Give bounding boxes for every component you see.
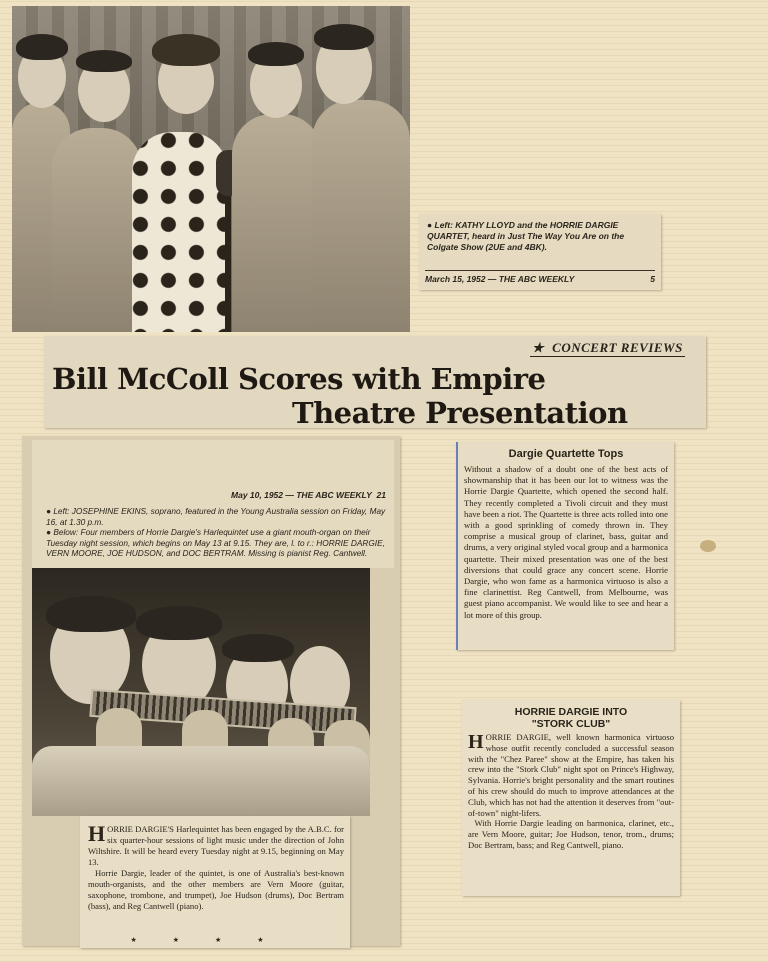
stork-club-clipping bbox=[462, 700, 680, 896]
man-hair-2 bbox=[76, 50, 132, 72]
stork-club-paragraph-2: With Horrie Dargie leading on harmonica, clarinet, etc., are Vern Moore, guitar; Joe Hudson, tenor, trom., drums; Doc Bertram, bass; and Reg Cantwell, piano. bbox=[468, 818, 675, 850]
paper-stain bbox=[700, 540, 716, 552]
review-body: Without a shadow of a doubt one of the best acts of showmanship that it has been our lot to witness was the Horrie Dargie Quartette, which opened the second half. They recently completed a Tivoli circuit and they must have been a riot. The Quartette is three acts rolled into one with a good sprinkling of comedy thrown in. They comprise a musical group of clarinet, bass, guitar and drums, a very original styled vocal group and a harmonica quartette. Their mixed presentation was one of the best diversions that could grace any concert scene. Horrie Dargie, who won fame as a harmonica virtuoso is also a fine clarinettist. Reg Cantwell, from Melbourne, was guest piano accompanist. We would like to see and hear a lot more of this group. bbox=[464, 464, 668, 620]
caption-date: March 15, 1952 — THE ABC WEEKLY bbox=[425, 274, 575, 284]
caption-page-number: 5 bbox=[650, 274, 655, 284]
section-label-text: CONCERT REVIEWS bbox=[552, 340, 683, 355]
quartet-photo bbox=[12, 6, 410, 332]
stork-club-title-line-1: HORRIE DARGIE INTO bbox=[514, 706, 628, 718]
drop-cap: H bbox=[468, 731, 484, 753]
headline-line-2: Theatre Presentation bbox=[292, 396, 628, 430]
harmonica-photo bbox=[32, 568, 370, 816]
woman-hair bbox=[152, 34, 220, 66]
man-figure-2 bbox=[52, 128, 142, 332]
caption-footer bbox=[425, 274, 655, 285]
section-label bbox=[530, 340, 685, 357]
stork-club-body bbox=[468, 732, 674, 851]
star-row-icons: ★★★★ bbox=[130, 937, 300, 944]
caption-page-number: 21 bbox=[376, 490, 386, 500]
shirts bbox=[32, 746, 370, 816]
man-figure-4 bbox=[312, 100, 410, 332]
review-title: Dargie Quartette Tops bbox=[508, 448, 624, 460]
man-figure-3 bbox=[232, 114, 322, 332]
man-hair-4 bbox=[314, 24, 374, 50]
harlequintet-caption bbox=[32, 440, 394, 568]
caption-item-below: ● Below: Four members of Horrie Dargie's Harlequintet use a giant mouth-organ on their Tuesday night session, which begins on May 13 at 9.15. They are, l. to r.: HORRIE DARGIE, VERN MOORE, JOE HUDSON, and DOC BERTRAM. Missing is pianist Reg. Cantwell. bbox=[46, 527, 385, 558]
top-photo-caption bbox=[419, 214, 661, 290]
caption-item-left: ● Left: JOSEPHINE EKINS, soprano, featured in the Young Australia session on Friday, May 16, at 1.30 p.m. bbox=[46, 506, 386, 527]
stork-club-title bbox=[462, 706, 680, 730]
caption-date-line bbox=[231, 490, 386, 500]
dargie-review-clipping bbox=[456, 442, 674, 650]
player-hair-1 bbox=[46, 596, 136, 632]
man-hair-1 bbox=[16, 34, 68, 60]
drop-cap: H bbox=[88, 821, 106, 846]
player-hair-3 bbox=[222, 634, 294, 662]
stork-club-paragraph-1: ORRIE DARGIE, well known harmonica virtuoso whose outfit recently concluded a successful season with the "Chez Paree" show at the Empire, has taken his crew into the "Stork Club" night spot on Prince's Highway, Sylvania. Horrie's bright personality and the smart routines of his crew should do much to improve attendances at the Club, which has not had the attention it deserves from "out-of-town" night-lifers. bbox=[468, 732, 674, 818]
article-body bbox=[88, 821, 344, 912]
caption-text: ● Left: KATHY LLOYD and the HORRIE DARGIE QUARTET, heard in Just The Way You Are on the Colgate Show (2UE and 4BK). bbox=[427, 220, 625, 252]
man-hair-3 bbox=[248, 42, 304, 66]
star-icon: ★ bbox=[532, 340, 545, 355]
article-paragraph-1: ORRIE DARGIE'S Harlequintet has been engaged by the A.B.C. for six quarter-hour sessions of light music under the direction of John Wiltshire. It will be heard every Tuesday night at 9.15, beginning on May 13. bbox=[88, 824, 344, 867]
caption-body bbox=[46, 506, 388, 559]
stork-club-title-line-2: "STORK CLUB" bbox=[531, 718, 611, 730]
caption-date: May 10, 1952 — THE ABC WEEKLY bbox=[231, 490, 372, 500]
harlequintet-article bbox=[80, 816, 350, 948]
headline-line-1: Bill McColl Scores with Empire bbox=[52, 362, 546, 396]
article-paragraph-2: Horrie Dargie, leader of the quintet, is one of Australia's best-known mouth-organists, and the other members are Vern Moore (guitar, saxophone, trombone, and trumpet), Joe Hudson (drums), Doc Bertram (bass), and Reg Cantwell (piano). bbox=[88, 868, 344, 911]
player-hair-2 bbox=[136, 606, 222, 640]
woman-polka-dot-dress bbox=[132, 132, 228, 332]
caption-rule bbox=[425, 270, 655, 271]
